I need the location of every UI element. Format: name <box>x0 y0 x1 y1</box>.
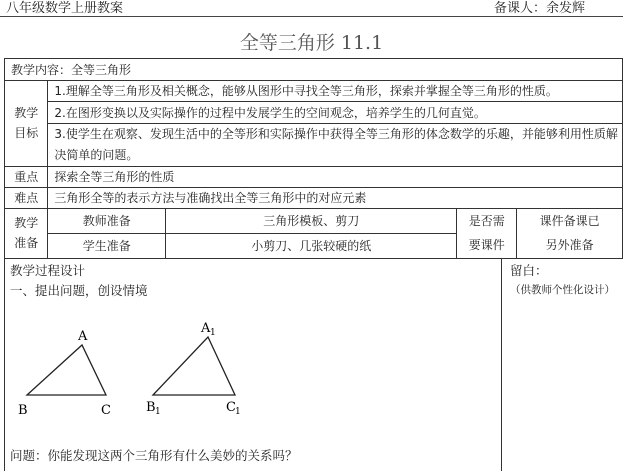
student-prep-items: 小剪刀、几张较硬的纸 <box>166 233 457 258</box>
goal-item-2: 2.在图形变换以及实际操作的过程中发展学生的空间观念，培养学生的几何直觉。 <box>48 102 623 124</box>
goals-label-1: 教学 <box>14 106 39 121</box>
content-row: 教学内容：全等三角形 <box>5 59 623 81</box>
prep-label-1: 教学 <box>14 216 39 230</box>
process-title: 教学过程设计 <box>10 263 86 278</box>
vertex-c1-label: C <box>226 400 236 415</box>
vertex-b-label: B <box>18 403 28 418</box>
header-left: 八年级数学上册教案 <box>6 1 124 16</box>
vertex-a-label: A <box>78 329 88 344</box>
vertex-c-label: C <box>101 403 111 418</box>
difficulty-label: 难点 <box>5 187 48 208</box>
courseware-status-1: 课件备课已 <box>539 214 600 228</box>
triangle-abc <box>27 345 106 395</box>
process-step-1: 一、提出问题，创设情境 <box>10 283 148 298</box>
vertex-b1-label: B <box>146 400 156 415</box>
triangle-a1b1c1 <box>153 337 235 395</box>
student-prep-label: 学生准备 <box>48 233 166 258</box>
process-question: 问题：你能发现这两个三角形有什么美妙的关系吗？ <box>10 448 298 463</box>
courseware-status-2: 另外准备 <box>545 238 594 252</box>
page-title: 全等三角形 11.1 <box>239 32 384 54</box>
goals-label-2: 目标 <box>14 126 39 141</box>
vertex-b1-sub: 1 <box>155 407 161 417</box>
vertex-a1-label: A <box>201 321 211 336</box>
goal-item-3-cont: 决简单的问题。 <box>48 144 623 166</box>
vertex-c1-sub: 1 <box>235 407 241 417</box>
header-right: 备课人：余发辉 <box>494 1 586 16</box>
key-point-text: 探索全等三角形的性质 <box>48 166 623 187</box>
vertex-a1-sub: 1 <box>210 328 216 338</box>
difficulty-text: 三角形全等的表示方法与准确找出全等三角形中的对应元素 <box>48 187 623 208</box>
notes-title: 留白： <box>510 263 548 278</box>
key-point-label: 重点 <box>5 166 48 187</box>
goal-item-3: 3.使学生在观察、发现生活中的全等形和实际操作中获得全等三角形的体念数学的乐趣，并能够利用性质解 <box>48 124 623 145</box>
need-courseware-2: 要课件 <box>468 238 505 252</box>
goal-item-1: 1.理解全等三角形及相关概念，能够从图形中寻找全等三角形，探索并掌握全等三角形的性质。 <box>48 81 623 102</box>
teacher-prep-items: 三角形模板、剪刀 <box>166 208 457 233</box>
need-courseware-1: 是否需 <box>468 214 505 228</box>
prep-label-2: 准备 <box>14 236 39 250</box>
notes-subtitle: （供教师个性化设计） <box>510 284 615 296</box>
teacher-prep-label: 教师准备 <box>48 208 166 233</box>
